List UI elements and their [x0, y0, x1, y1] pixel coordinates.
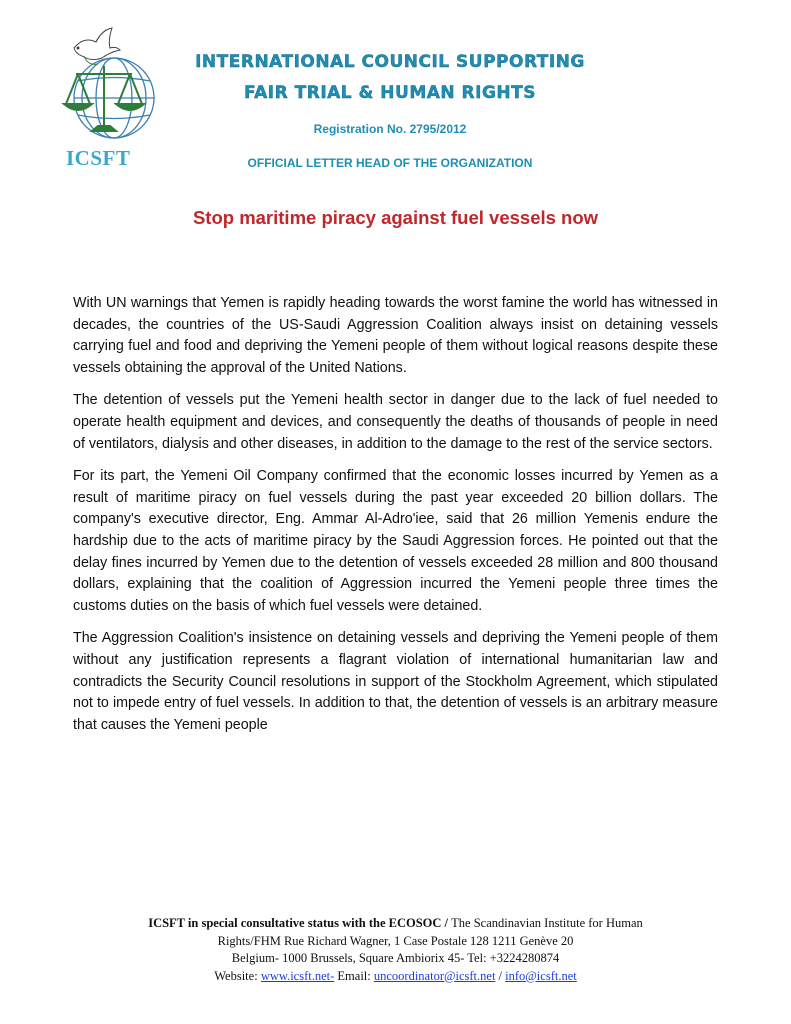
email-link-info[interactable]: info@icsft.net — [505, 968, 577, 983]
logo-graphic — [54, 26, 164, 146]
footer-status: ICSFT in special consultative status with the ECOSOC — [148, 916, 442, 930]
footer — [100, 915, 691, 985]
document-body — [73, 293, 718, 747]
organization-name-line2: FAIR TRIAL & HUMAN RIGHTS — [243, 83, 536, 103]
body-paragraph-2: The detention of vessels put the Yemeni health sector in danger due to the lack of fuel needed to operate health equipment and devices, and consequently the deaths of thousands of people in need of ventilators, dialysis and other diseases, in addition to the damage to the rest of the service sectors. — [73, 392, 718, 452]
footer-institute: The Scandinavian Institute for Human — [451, 916, 643, 930]
footer-contact-line — [100, 968, 691, 986]
website-label: Website: — [214, 968, 261, 983]
registration-number: Registration No. 2795/2012 — [313, 122, 467, 136]
body-paragraph-1: With UN warnings that Yemen is rapidly heading towards the worst famine the world has witnessed in decades, the countries of the US-Saudi Aggression Coalition always insist on detaining vessels carrying fuel and food and depriving the Yemeni people of them without logical reasons despite these vessels obtaining the approval of the United Nations. — [73, 295, 718, 376]
globe-icon — [74, 58, 154, 138]
body-paragraph-3: For its part, the Yemeni Oil Company confirmed that the economic losses incurred by Yemen as a result of maritime piracy on fuel vessels during the past year exceeded 20 billion dollars. The company's executive director, Eng. Ammar Al-Adro'iee, said that 26 million Yemenis endure the hardship due to the acts of maritime piracy by the Saudi Aggression forces. He pointed out that the delay fines incurred by Yemen due to the detention of vessels exceeded 28 million and 800 thousand dollars, explaining that the coalition of Aggression incurred the Yemeni people three times the customs duties on the basis of which fuel vessels were detained. — [73, 468, 718, 614]
email-label: Email: — [334, 968, 374, 983]
footer-line-1 — [100, 915, 691, 933]
website-link[interactable]: www.icsft.net- — [260, 968, 335, 983]
organization-name-line1: INTERNATIONAL COUNCIL SUPPORTING — [195, 52, 585, 72]
logo-text: ICSFT — [66, 146, 131, 170]
document-title: Stop maritime piracy against fuel vessels now — [192, 207, 599, 228]
footer-address-line-2: Belgium- 1000 Brussels, Square Ambiorix 45- Tel: +3224280874 — [231, 951, 560, 965]
dove-icon — [74, 28, 120, 64]
organization-logo — [54, 26, 164, 171]
body-paragraph-4: The Aggression Coalition's insistence on detaining vessels and depriving the Yemeni people of them without any justification represents a flagrant violation of international humanitarian law and contradicts the Security Council resolutions in support of the Stockholm Agreement, which stipulated not to impede entry of fuel vessels. In addition to that, the detention of vessels is an arbitrary measure that causes the Yemeni people — [73, 630, 718, 733]
footer-separator: / — [441, 916, 452, 930]
letterhead-caption: OFFICIAL LETTER HEAD OF THE ORGANIZATION — [247, 156, 533, 170]
email-separator: / — [495, 968, 506, 983]
email-link-coordinator[interactable]: uncoordinator@icsft.net — [373, 968, 496, 983]
footer-address-line-1: Rights/FHM Rue Richard Wagner, 1 Case Postale 128 1211 Genève 20 — [217, 933, 574, 948]
